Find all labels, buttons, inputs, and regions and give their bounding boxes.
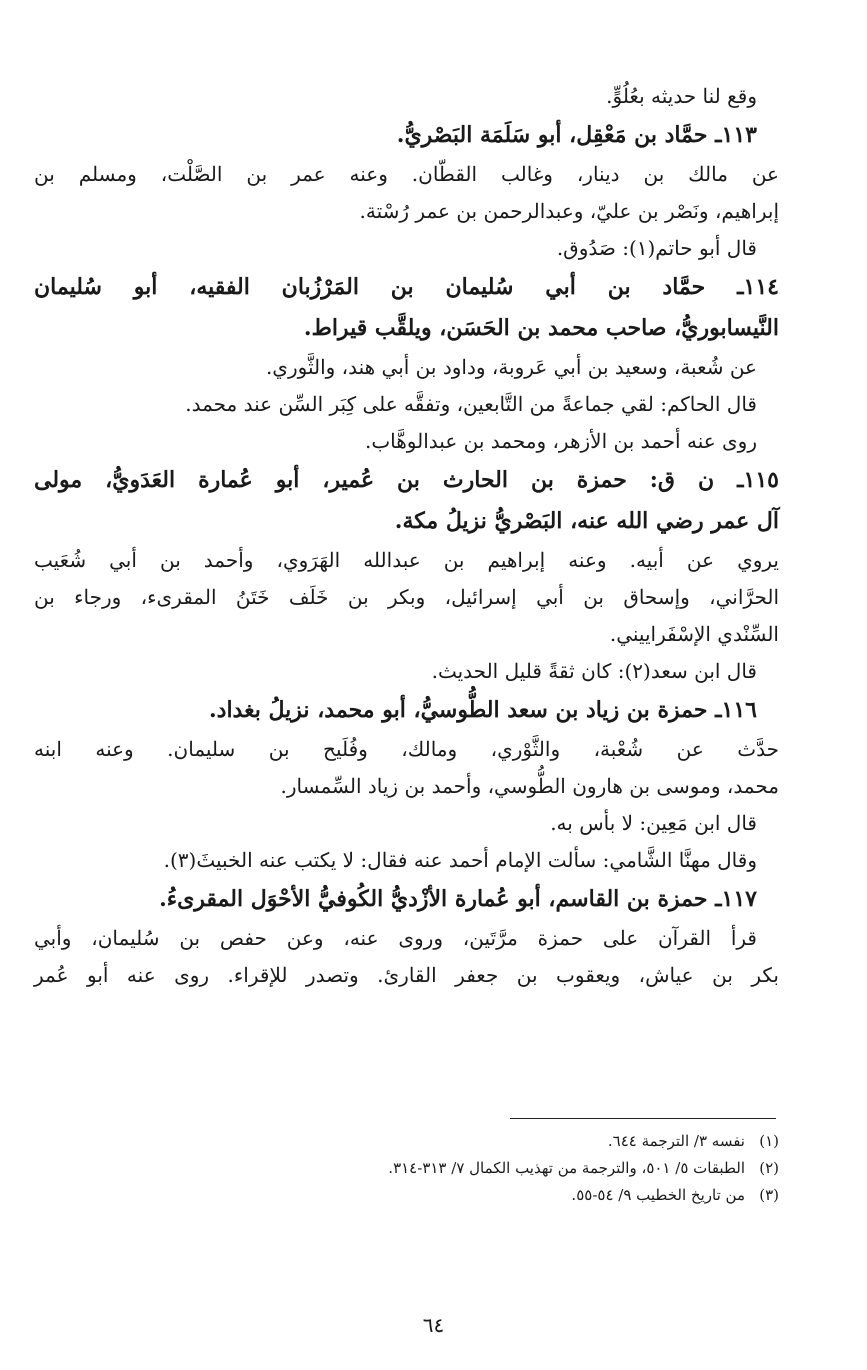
entry-heading-line: آل عمر رضي الله عنه، البَصْريُّ نزيلُ مكة. <box>394 508 779 534</box>
entry-heading-line: ١١٣ـ حمَّاد بن مَعْقِل، أبو سَلَمَة البَصْريُّ. <box>396 122 757 148</box>
footnote-text: من تاريخ الخطيب ٩/ ٥٤-٥٥. <box>571 1186 745 1204</box>
text-line: بكر بن عياش، ويعقوب بن جعفر القارئ. وتصدر للإقراء. روى عنه أبو عُمر <box>34 963 779 987</box>
text-line: روى عنه أحمد بن الأزهر، ومحمد بن عبدالوهَّاب. <box>364 429 757 453</box>
text-line: حدَّث عن شُعْبة، والثَّوْري، ومالك، وفُلَيح بن سليمان. وعنه ابنه <box>34 737 779 761</box>
text-line: قال ابن مَعِين: لا بأس به. <box>550 811 757 835</box>
footnote-text: الطبقات ٥/ ٥٠١، والترجمة من تهذيب الكمال ٧/ ٣١٣-٣١٤. <box>388 1159 745 1177</box>
entry-heading-line: ١١٥ـ ن ق: حمزة بن الحارث بن عُمير، أبو عُمارة العَدَويُّ، مولى <box>34 467 779 493</box>
footnote-number: (٢) <box>759 1159 779 1177</box>
text-line: قرأ القرآن على حمزة مرَّتَين، وروى عنه، وعن حفص بن سُليمان، وأبي <box>34 926 757 950</box>
text-line: قال أبو حاتم(١): صَدُوق. <box>556 236 757 260</box>
footnote <box>179 1128 779 1155</box>
main-text <box>34 78 779 994</box>
text-line: يروي عن أبيه. وعنه إبراهيم بن عبدالله الهَرَوي، وأحمد بن أبي شُعَيب <box>34 548 779 572</box>
text-line: الحرَّاني، وإسحاق بن أبي إسرائيل، وبكر بن خَلَف خَتَنُ المقرىء، ورجاء بن <box>34 585 779 609</box>
text-line: وقع لنا حديثه بعُلُوٍّ. <box>606 84 757 108</box>
footnote <box>179 1155 779 1182</box>
entry-heading-line: النَّيسابوريُّ، صاحب محمد بن الحَسَن، ويلقَّب قيراط. <box>303 315 779 341</box>
footnote-text: نفسه ٣/ الترجمة ٦٤٤. <box>607 1132 745 1150</box>
footnotes <box>179 1128 779 1209</box>
entry-heading-line: ١١٧ـ حمزة بن القاسم، أبو عُمارة الأزْديُّ الكُوفيُّ الأحْوَل المقرىءُ. <box>159 886 757 912</box>
footnote-number: (١) <box>759 1132 779 1150</box>
text-line: السِّنْدي الإسْفَراييني. <box>609 622 779 646</box>
text-line: إبراهيم، ونَصْر بن عليّ، وعبدالرحمن بن عمر رُسْتة. <box>359 199 779 223</box>
text-line: وقال مهنَّا الشَّامي: سألت الإمام أحمد عنه فقال: لا يكتب عنه الخبيثَ(٣). <box>163 848 757 872</box>
page-number: ٦٤ <box>422 1313 445 1337</box>
text-line: قال الحاكم: لقي جماعةً من التَّابعين، وتفقَّه على كِبَر السِّن عند محمد. <box>185 392 757 416</box>
text-line: عن شُعبة، وسعيد بن أبي عَروبة، وداود بن أبي هند، والثَّوري. <box>265 355 757 379</box>
footnote-number: (٣) <box>759 1186 779 1204</box>
footnote <box>179 1182 779 1209</box>
entry-heading-line: ١١٦ـ حمزة بن زياد بن سعد الطُّوسيُّ، أبو محمد، نزيلُ بغداد. <box>208 697 757 723</box>
text-line: قال ابن سعد(٢): كان ثقةً قليل الحديث. <box>431 659 757 683</box>
text-line: عن مالك بن دينار، وغالب القطّان. وعنه عمر بن الصَّلْت، ومسلم بن <box>34 162 779 186</box>
text-line: محمد، وموسى بن هارون الطُّوسي، وأحمد بن زياد السِّمسار. <box>280 774 779 798</box>
entry-heading-line: ١١٤ـ حمَّاد بن أبي سُليمان بن المَرْزُبان الفقيه، أبو سُليمان <box>34 274 779 300</box>
footnote-divider <box>510 1118 776 1119</box>
